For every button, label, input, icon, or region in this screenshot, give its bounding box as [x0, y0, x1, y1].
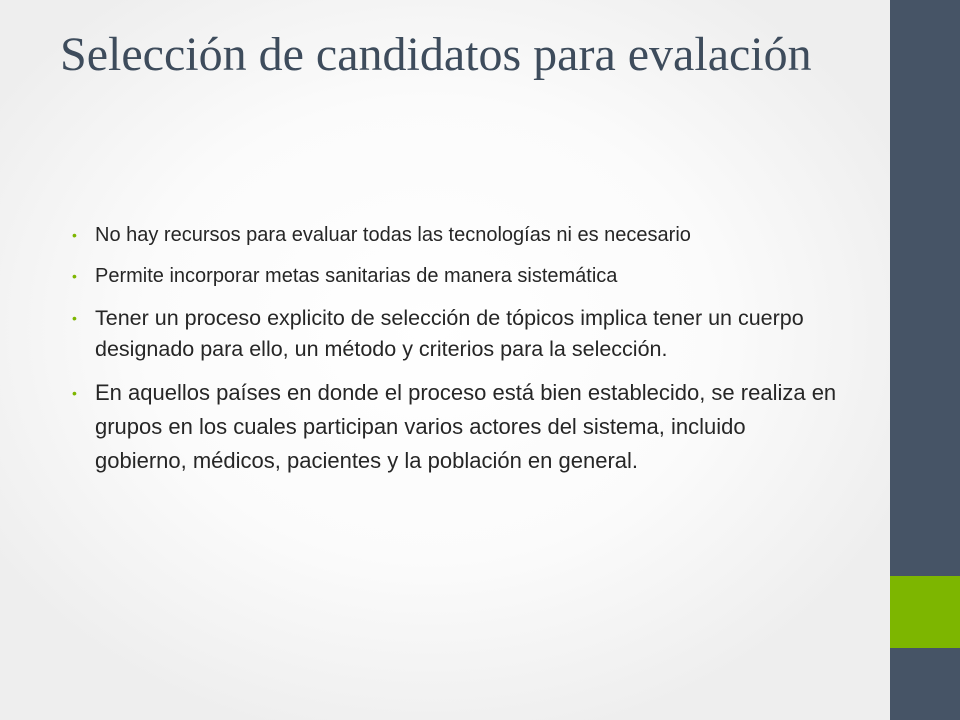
- bullet-text: No hay recursos para evaluar todas las tecnologías ni es necesario: [95, 224, 691, 246]
- bullet-icon: •: [72, 310, 77, 326]
- side-accent-block: [890, 576, 960, 648]
- slide-title: Selección de candidatos para evalación: [60, 28, 812, 81]
- bullet-item-3: [72, 303, 842, 365]
- bullet-icon: •: [72, 268, 77, 284]
- bullet-text: Permite incorporar metas sanitarias de manera sistemática: [95, 265, 618, 287]
- bullet-text: En aquellos países en donde el proceso está bien establecido, se realiza en grupos en los cuales participan varios actores del sistema, incluido gobierno, médicos, pacientes y la población en general.: [95, 380, 837, 473]
- bullet-icon: •: [72, 385, 77, 401]
- bullet-icon: •: [72, 227, 77, 243]
- bullet-list: [72, 221, 842, 490]
- bullet-item-4: [72, 376, 842, 478]
- bullet-item-2: [72, 262, 842, 291]
- bullet-text: Tener un proceso explicito de selección de tópicos implica tener un cuerpo designado para ello, un método y criterios para la selección.: [95, 306, 804, 361]
- bullet-item-1: [72, 221, 842, 250]
